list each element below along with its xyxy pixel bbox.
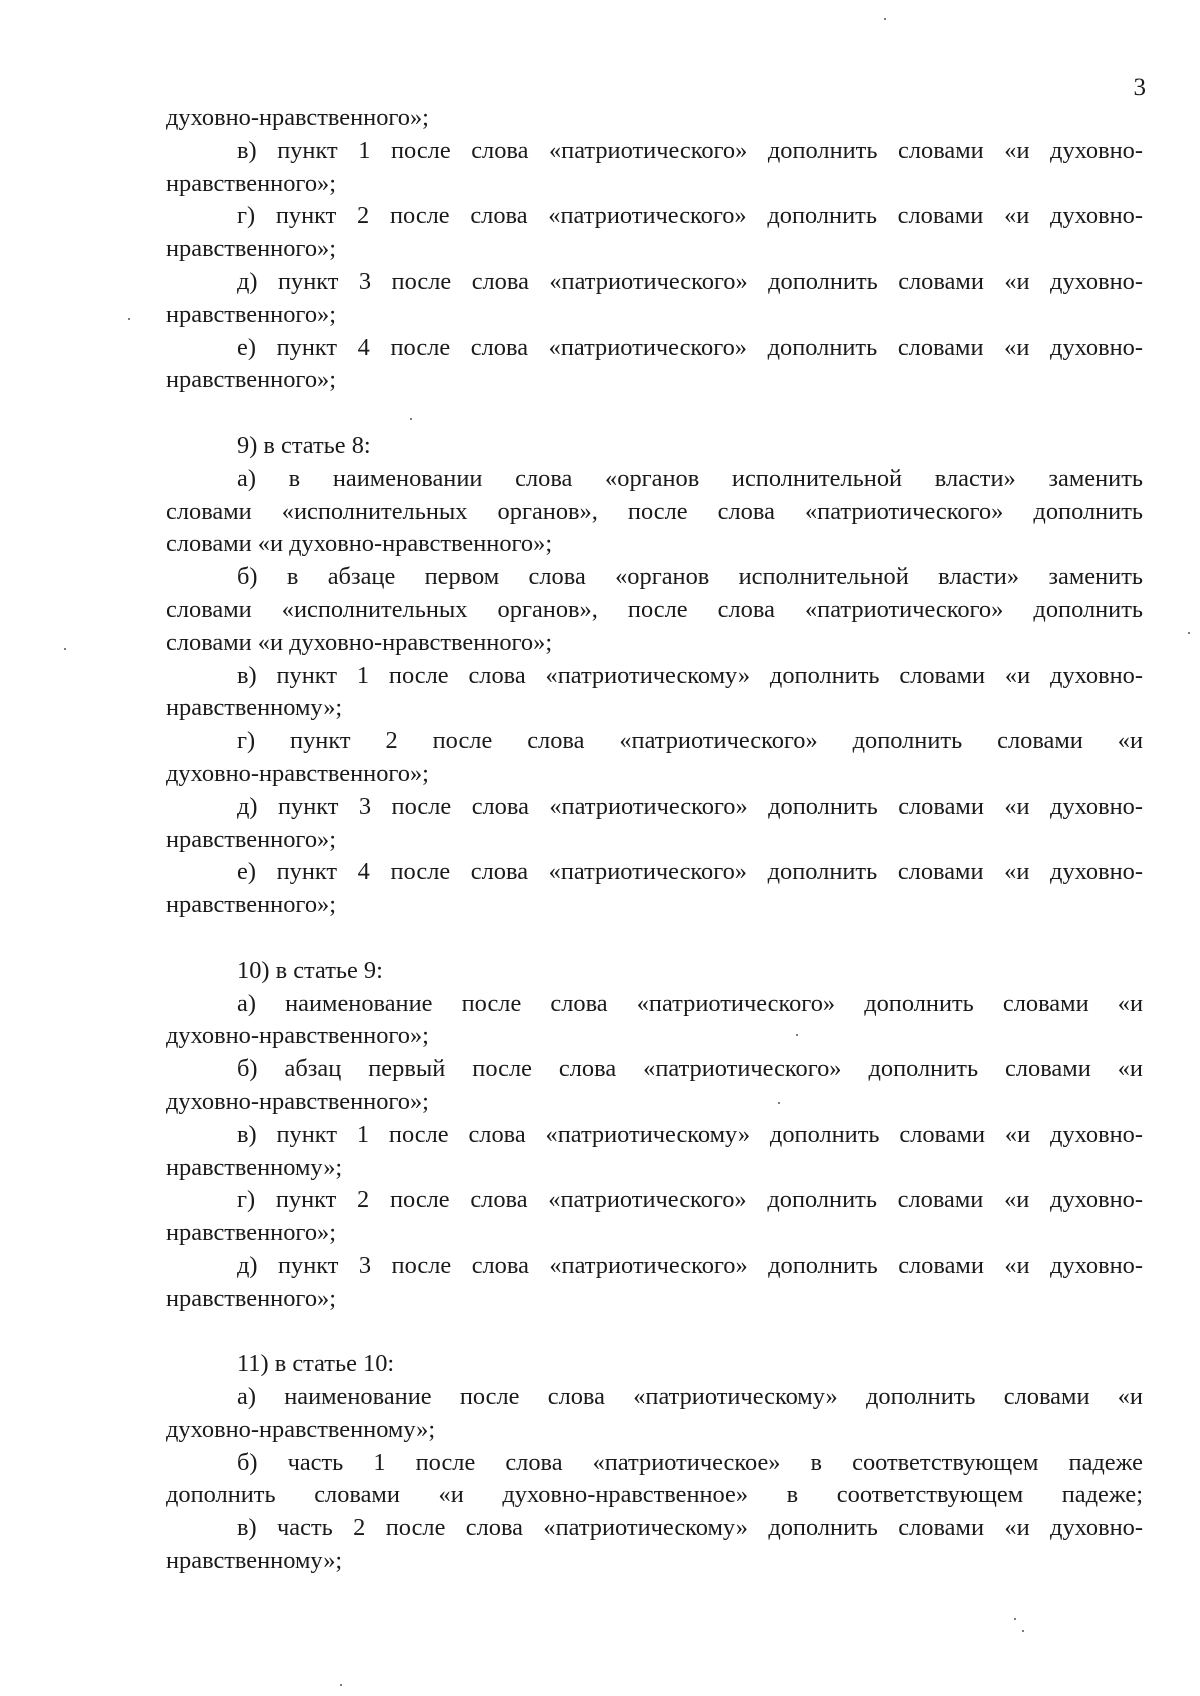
item-heading: 10) в статье 9: [237, 956, 383, 984]
text-line: а) наименование после слова «патриотического» дополнить словами «и [237, 989, 1143, 1017]
text-line: словами «исполнительных органов», после слова «патриотического» дополнить [166, 595, 1143, 623]
scan-speck [340, 1684, 342, 1686]
text-line: д) пункт 3 после слова «патриотического» дополнить словами «и духовно- [237, 267, 1143, 295]
text-line: нравственному»; [166, 694, 343, 722]
text-line: словами «и духовно-нравственного»; [166, 628, 553, 656]
text-line: духовно-нравственного»; [166, 759, 429, 787]
scan-speck [796, 1034, 798, 1036]
text-line: нравственного»; [166, 891, 336, 919]
text-line: г) пункт 2 после слова «патриотического» дополнить словами «и [237, 727, 1143, 755]
text-line: е) пункт 4 после слова «патриотического» дополнить словами «и духовно- [237, 333, 1143, 361]
text-line: г) пункт 2 после слова «патриотического» дополнить словами «и духовно- [237, 202, 1143, 230]
text-line: г) пункт 2 после слова «патриотического» дополнить словами «и духовно- [237, 1186, 1143, 1214]
paragraph-gap [166, 397, 1143, 430]
text-line: а) наименование после слова «патриотическому» дополнить словами «и [237, 1383, 1143, 1411]
text-line: е) пункт 4 после слова «патриотического» дополнить словами «и духовно- [237, 858, 1143, 886]
text-line: нравственного»; [166, 825, 336, 853]
text-line: духовно-нравственного»; [166, 1087, 429, 1115]
scan-speck [1014, 1618, 1016, 1620]
scan-speck [128, 318, 130, 320]
text-line: д) пункт 3 после слова «патриотического» дополнить словами «и духовно- [237, 1251, 1143, 1279]
text-line: нравственного»; [166, 235, 336, 263]
text-line: б) часть 1 после слова «патриотическое» в соответствующем падеже [237, 1448, 1143, 1476]
text-line: д) пункт 3 после слова «патриотического» дополнить словами «и духовно- [237, 792, 1143, 820]
paragraph-gap [166, 1315, 1143, 1348]
scan-speck [778, 1102, 780, 1104]
scan-speck [64, 648, 66, 650]
text-line: в) пункт 1 после слова «патриотическому» дополнить словами «и духовно- [237, 1120, 1143, 1148]
text-line: б) абзац первый после слова «патриотического» дополнить словами «и [237, 1055, 1143, 1083]
page-number: 3 [1133, 74, 1146, 101]
text-line: дополнить словами «и духовно-нравственное» в соответствующем падеже; [166, 1481, 1143, 1509]
text-line: словами «и духовно-нравственного»; [166, 530, 553, 558]
text-line: нравственного»; [166, 169, 336, 197]
text-line: в) пункт 1 после слова «патриотическому» дополнить словами «и духовно- [237, 661, 1143, 689]
text-line: словами «исполнительных органов», после слова «патриотического» дополнить [166, 497, 1143, 525]
document-body [166, 102, 1143, 1578]
text-line: нравственному»; [166, 1153, 343, 1181]
text-line: а) в наименовании слова «органов исполнительной власти» заменить [237, 464, 1143, 492]
text-line: нравственного»; [166, 1219, 336, 1247]
text-line: нравственного»; [166, 1284, 336, 1312]
text-line: духовно-нравственному»; [166, 1415, 436, 1443]
text-line: нравственного»; [166, 300, 336, 328]
text-line: в) пункт 1 после слова «патриотического» дополнить словами «и духовно- [237, 136, 1143, 164]
text-line: в) часть 2 после слова «патриотическому» дополнить словами «и духовно- [237, 1514, 1143, 1542]
text-line: духовно-нравственного»; [166, 1022, 429, 1050]
text-line: нравственного»; [166, 366, 336, 394]
scan-speck [410, 418, 412, 420]
paragraph-gap [166, 922, 1143, 955]
item-heading: 9) в статье 8: [237, 431, 371, 459]
text-line: нравственному»; [166, 1547, 343, 1575]
scan-speck [1188, 632, 1190, 634]
item-heading: 11) в статье 10: [237, 1350, 395, 1378]
scan-speck [1022, 1630, 1024, 1632]
scan-speck [884, 18, 886, 20]
text-line: духовно-нравственного»; [166, 104, 429, 131]
text-line: б) в абзаце первом слова «органов исполнительной власти» заменить [237, 563, 1143, 591]
